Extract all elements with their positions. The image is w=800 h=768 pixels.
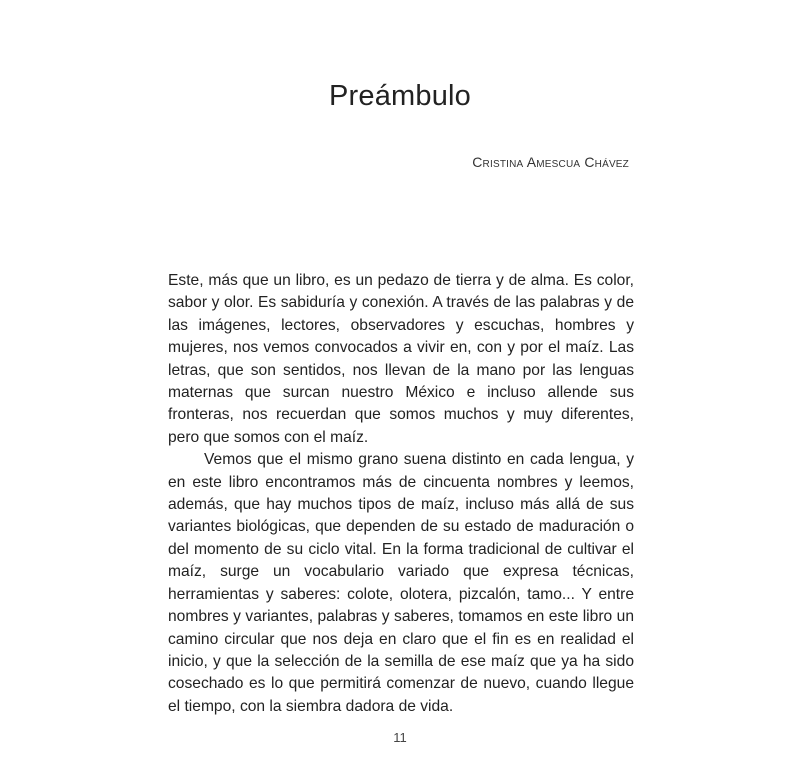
page-title: Preámbulo	[328, 80, 472, 112]
paragraph: Vemos que el mismo grano suena distinto en cada lengua, y en este libro encontramos más de cincuenta nombres y leemos, además, que hay muchos tipos de maíz, incluso más allá de sus variantes biológicas, que dependen de su estado de maduración o del momento de su ciclo vital. En la forma tradicional de cultivar el maíz, surge un vocabulario variado que expresa técnicas, herramientas y saberes: colote, olotera, pizcalón, tamo... Y entre nombres y variantes, palabras y saberes, tomamos en este libro un camino circular que nos deja en claro que el fin es en realidad el inicio, y que la selección de la semilla de ese maíz que ya ha sido cosechado es lo que permitirá comenzar de nuevo, cuando llegue el tiempo, con la siembra dadora de vida.	[168, 451, 634, 715]
paragraph: Este, más que un libro, es un pedazo de tierra y de alma. Es color, sabor y olor. Es sabiduría y conexión. A través de las palabras y de las imágenes, lectores, observadores y escuchas, hombres y mujeres, nos vemos convocados a vivir en, con y por el maíz. Las letras, que son sentidos, nos llevan de la mano por las lenguas maternas que surcan nuestro México e incluso allende sus fronteras, nos recuerdan que somos muchos y muy diferentes, pero que somos con el maíz.	[168, 272, 634, 446]
author-name: Cristina Amescua Chávez	[472, 154, 629, 170]
body-text	[168, 270, 634, 718]
page-number: 11	[393, 730, 407, 745]
